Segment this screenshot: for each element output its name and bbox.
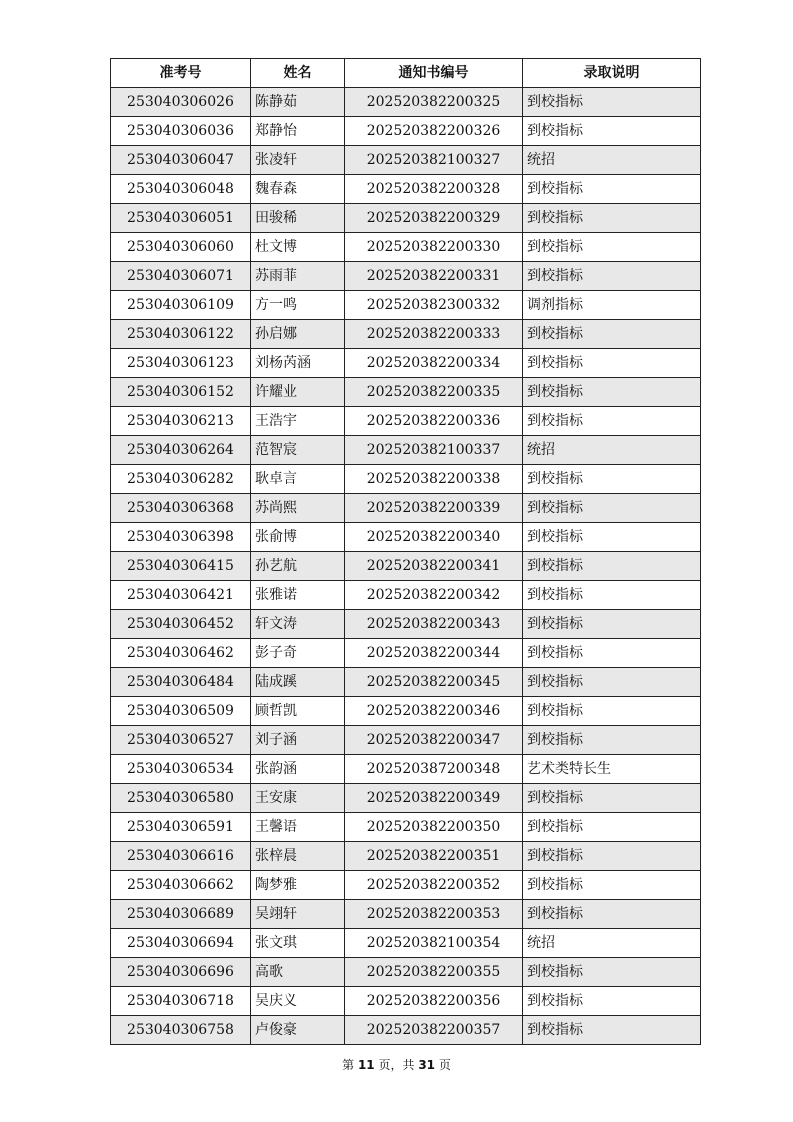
cell-admission-note: 到校指标 (523, 958, 701, 987)
cell-admission-note: 艺术类特长生 (523, 755, 701, 784)
cell-notice-no: 202520382200350 (345, 813, 523, 842)
table-row (111, 204, 701, 233)
cell-notice-no: 202520382200356 (345, 987, 523, 1016)
table-row (111, 958, 701, 987)
cell-exam-no: 253040306694 (111, 929, 251, 958)
cell-admission-note: 到校指标 (523, 581, 701, 610)
cell-notice-no: 202520382200328 (345, 175, 523, 204)
cell-notice-no: 202520382200343 (345, 610, 523, 639)
cell-admission-note: 到校指标 (523, 523, 701, 552)
cell-name: 郑静怡 (251, 117, 345, 146)
cell-exam-no: 253040306662 (111, 871, 251, 900)
cell-notice-no: 202520382200330 (345, 233, 523, 262)
footer-prefix: 第 (342, 1058, 355, 1072)
cell-name: 孙艺航 (251, 552, 345, 581)
table-row (111, 494, 701, 523)
cell-exam-no: 253040306509 (111, 697, 251, 726)
cell-name: 许耀业 (251, 378, 345, 407)
cell-admission-note: 到校指标 (523, 842, 701, 871)
cell-notice-no: 202520382200336 (345, 407, 523, 436)
table-row (111, 552, 701, 581)
cell-name: 卢俊豪 (251, 1016, 345, 1045)
footer-middle: 页，共 (378, 1058, 415, 1072)
cell-exam-no: 253040306071 (111, 262, 251, 291)
cell-exam-no: 253040306452 (111, 610, 251, 639)
table-row (111, 233, 701, 262)
cell-admission-note: 到校指标 (523, 610, 701, 639)
footer-suffix: 页 (438, 1058, 451, 1072)
cell-name: 苏尚熙 (251, 494, 345, 523)
cell-notice-no: 202520382200353 (345, 900, 523, 929)
cell-exam-no: 253040306060 (111, 233, 251, 262)
footer-total-pages: 31 (418, 1058, 436, 1072)
cell-name: 范智宸 (251, 436, 345, 465)
cell-exam-no: 253040306462 (111, 639, 251, 668)
cell-notice-no: 202520382200342 (345, 581, 523, 610)
cell-name: 方一鸣 (251, 291, 345, 320)
cell-admission-note: 到校指标 (523, 262, 701, 291)
cell-admission-note: 到校指标 (523, 726, 701, 755)
cell-admission-note: 到校指标 (523, 204, 701, 233)
cell-exam-no: 253040306122 (111, 320, 251, 349)
table-row (111, 1016, 701, 1045)
admission-table (110, 58, 701, 1045)
cell-exam-no: 253040306534 (111, 755, 251, 784)
cell-name: 张凌轩 (251, 146, 345, 175)
table-row (111, 929, 701, 958)
cell-name: 张韵涵 (251, 755, 345, 784)
table-row (111, 465, 701, 494)
cell-name: 陆成蹊 (251, 668, 345, 697)
footer-current-page: 11 (357, 1058, 375, 1072)
cell-name: 杜文博 (251, 233, 345, 262)
cell-name: 王安康 (251, 784, 345, 813)
cell-notice-no: 202520382200338 (345, 465, 523, 494)
table-row (111, 697, 701, 726)
table-row (111, 88, 701, 117)
cell-exam-no: 253040306398 (111, 523, 251, 552)
cell-notice-no: 202520382200349 (345, 784, 523, 813)
cell-name: 高歌 (251, 958, 345, 987)
cell-notice-no: 202520382200344 (345, 639, 523, 668)
cell-exam-no: 253040306109 (111, 291, 251, 320)
table-row (111, 320, 701, 349)
cell-name: 张雅诺 (251, 581, 345, 610)
cell-notice-no: 202520382200357 (345, 1016, 523, 1045)
header-exam-no: 准考号 (111, 59, 251, 88)
table-row (111, 175, 701, 204)
cell-name: 苏雨菲 (251, 262, 345, 291)
cell-admission-note: 到校指标 (523, 668, 701, 697)
cell-notice-no: 202520382200347 (345, 726, 523, 755)
table-row (111, 581, 701, 610)
cell-admission-note: 到校指标 (523, 407, 701, 436)
header-name: 姓名 (251, 59, 345, 88)
cell-admission-note: 到校指标 (523, 1016, 701, 1045)
page-footer (0, 1056, 793, 1073)
cell-exam-no: 253040306718 (111, 987, 251, 1016)
cell-notice-no: 202520382100327 (345, 146, 523, 175)
cell-name: 轩文涛 (251, 610, 345, 639)
cell-exam-no: 253040306616 (111, 842, 251, 871)
cell-exam-no: 253040306047 (111, 146, 251, 175)
cell-admission-note: 到校指标 (523, 233, 701, 262)
cell-admission-note: 到校指标 (523, 349, 701, 378)
cell-admission-note: 到校指标 (523, 378, 701, 407)
cell-exam-no: 253040306213 (111, 407, 251, 436)
table-row (111, 900, 701, 929)
cell-exam-no: 253040306282 (111, 465, 251, 494)
cell-notice-no: 202520382200334 (345, 349, 523, 378)
table-row (111, 842, 701, 871)
cell-notice-no: 202520382200340 (345, 523, 523, 552)
cell-exam-no: 253040306484 (111, 668, 251, 697)
table-row (111, 755, 701, 784)
cell-notice-no: 202520382200346 (345, 697, 523, 726)
cell-admission-note: 到校指标 (523, 900, 701, 929)
cell-exam-no: 253040306368 (111, 494, 251, 523)
cell-notice-no: 202520382200339 (345, 494, 523, 523)
table-row (111, 407, 701, 436)
cell-admission-note: 到校指标 (523, 465, 701, 494)
cell-admission-note: 到校指标 (523, 552, 701, 581)
cell-exam-no: 253040306580 (111, 784, 251, 813)
table-row (111, 349, 701, 378)
cell-exam-no: 253040306152 (111, 378, 251, 407)
cell-name: 孙启娜 (251, 320, 345, 349)
header-notice-no: 通知书编号 (345, 59, 523, 88)
cell-name: 吴庆义 (251, 987, 345, 1016)
cell-admission-note: 到校指标 (523, 494, 701, 523)
cell-name: 陶梦雅 (251, 871, 345, 900)
cell-admission-note: 到校指标 (523, 871, 701, 900)
cell-admission-note: 调剂指标 (523, 291, 701, 320)
cell-exam-no: 253040306591 (111, 813, 251, 842)
cell-admission-note: 到校指标 (523, 813, 701, 842)
cell-admission-note: 到校指标 (523, 697, 701, 726)
cell-admission-note: 统招 (523, 436, 701, 465)
cell-notice-no: 202520382200331 (345, 262, 523, 291)
cell-name: 彭子奇 (251, 639, 345, 668)
cell-name: 张俞博 (251, 523, 345, 552)
cell-notice-no: 202520382200325 (345, 88, 523, 117)
table-row (111, 291, 701, 320)
table-row (111, 813, 701, 842)
table-row (111, 117, 701, 146)
cell-exam-no: 253040306415 (111, 552, 251, 581)
cell-notice-no: 202520382200329 (345, 204, 523, 233)
cell-admission-note: 到校指标 (523, 320, 701, 349)
table-row (111, 784, 701, 813)
cell-exam-no: 253040306048 (111, 175, 251, 204)
table-header-row (111, 59, 701, 88)
cell-name: 刘子涵 (251, 726, 345, 755)
cell-name: 吴翊轩 (251, 900, 345, 929)
table-row (111, 378, 701, 407)
cell-admission-note: 到校指标 (523, 175, 701, 204)
cell-notice-no: 202520382200333 (345, 320, 523, 349)
cell-name: 顾哲凯 (251, 697, 345, 726)
cell-name: 魏春森 (251, 175, 345, 204)
cell-exam-no: 253040306264 (111, 436, 251, 465)
cell-admission-note: 统招 (523, 146, 701, 175)
cell-notice-no: 202520382200352 (345, 871, 523, 900)
cell-exam-no: 253040306758 (111, 1016, 251, 1045)
cell-notice-no: 202520382200351 (345, 842, 523, 871)
cell-exam-no: 253040306026 (111, 88, 251, 117)
table-row (111, 726, 701, 755)
cell-notice-no: 202520382200345 (345, 668, 523, 697)
table-row (111, 987, 701, 1016)
header-admission-note: 录取说明 (523, 59, 701, 88)
cell-name: 刘杨芮涵 (251, 349, 345, 378)
cell-name: 陈静茹 (251, 88, 345, 117)
cell-exam-no: 253040306689 (111, 900, 251, 929)
cell-exam-no: 253040306123 (111, 349, 251, 378)
cell-admission-note: 到校指标 (523, 117, 701, 146)
cell-exam-no: 253040306696 (111, 958, 251, 987)
cell-notice-no: 202520382100354 (345, 929, 523, 958)
cell-name: 张文琪 (251, 929, 345, 958)
cell-name: 张梓晨 (251, 842, 345, 871)
cell-admission-note: 统招 (523, 929, 701, 958)
table-body (111, 88, 701, 1045)
table-row (111, 871, 701, 900)
cell-notice-no: 202520382200326 (345, 117, 523, 146)
cell-notice-no: 202520387200348 (345, 755, 523, 784)
cell-name: 田骏稀 (251, 204, 345, 233)
cell-admission-note: 到校指标 (523, 784, 701, 813)
table-row (111, 436, 701, 465)
table-row (111, 523, 701, 552)
cell-notice-no: 202520382300332 (345, 291, 523, 320)
table-row (111, 668, 701, 697)
cell-name: 耿卓言 (251, 465, 345, 494)
table-row (111, 610, 701, 639)
cell-notice-no: 202520382100337 (345, 436, 523, 465)
cell-notice-no: 202520382200335 (345, 378, 523, 407)
cell-name: 王馨语 (251, 813, 345, 842)
table-row (111, 639, 701, 668)
table-row (111, 262, 701, 291)
cell-exam-no: 253040306036 (111, 117, 251, 146)
cell-admission-note: 到校指标 (523, 987, 701, 1016)
cell-exam-no: 253040306527 (111, 726, 251, 755)
cell-name: 王浩宇 (251, 407, 345, 436)
cell-admission-note: 到校指标 (523, 639, 701, 668)
table-row (111, 146, 701, 175)
cell-notice-no: 202520382200341 (345, 552, 523, 581)
cell-exam-no: 253040306421 (111, 581, 251, 610)
cell-notice-no: 202520382200355 (345, 958, 523, 987)
cell-exam-no: 253040306051 (111, 204, 251, 233)
cell-admission-note: 到校指标 (523, 88, 701, 117)
